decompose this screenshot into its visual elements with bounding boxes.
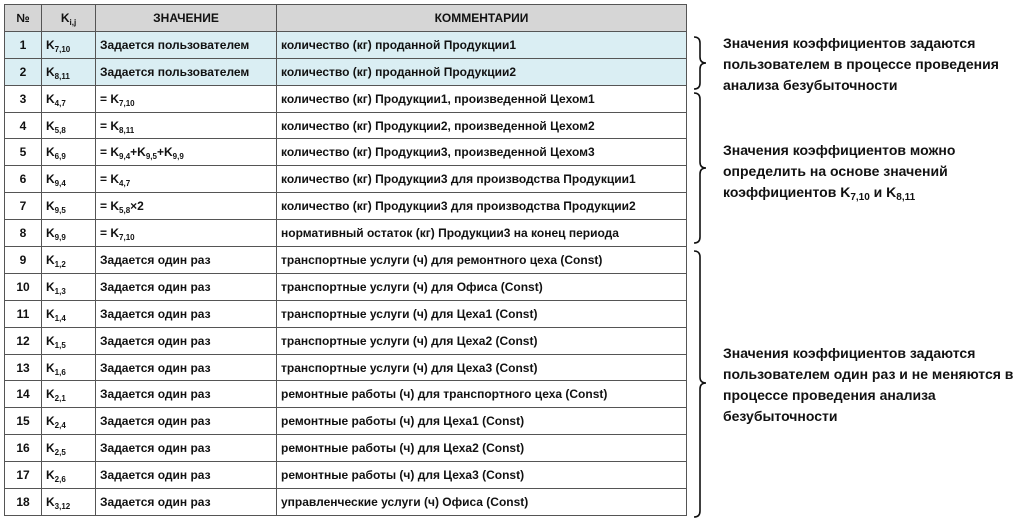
row-number: 6 (5, 166, 42, 193)
row-number: 10 (5, 273, 42, 300)
table-row (5, 193, 687, 220)
coefficient-cell: $K_{2,6}$ (42, 462, 96, 489)
comment-cell: ремонтные работы (ч) для транспортного цеха (Const) (277, 381, 687, 408)
value-cell: Задается один раз (96, 354, 277, 381)
row-number: 8 (5, 220, 42, 247)
value-cell: Задается пользователем (96, 58, 277, 85)
value-cell: = $K_{7,10}$ (96, 220, 277, 247)
row-number: 13 (5, 354, 42, 381)
comment-cell: количество (кг) Продукции1, произведенной Цехом1 (277, 85, 687, 112)
comment-cell: количество (кг) Продукции3 для производства Продукции1 (277, 166, 687, 193)
table-row (5, 31, 687, 58)
comment-cell: ремонтные работы (ч) для Цеха3 (Const) (277, 462, 687, 489)
comment-cell: управленческие услуги (ч) Офиса (Const) (277, 489, 687, 516)
table-row (5, 300, 687, 327)
coefficient-cell: $K_{8,11}$ (42, 58, 96, 85)
value-cell: Задается один раз (96, 327, 277, 354)
table-row (5, 435, 687, 462)
table-row (5, 327, 687, 354)
row-number: 9 (5, 247, 42, 274)
comment-cell: количество (кг) проданной Продукции1 (277, 31, 687, 58)
note-user-defined: Значения коэффициентов задаются пользователем в процессе проведения анализа безубыточности (723, 35, 999, 93)
coefficients-table (4, 4, 687, 516)
table-row (5, 112, 687, 139)
comment-cell: транспортные услуги (ч) для ремонтного цеха (Const) (277, 247, 687, 274)
value-cell: = $K_{4,7}$ (96, 166, 277, 193)
row-number: 15 (5, 408, 42, 435)
row-number: 18 (5, 489, 42, 516)
table-row (5, 220, 687, 247)
coefficient-cell: $K_{2,1}$ (42, 381, 96, 408)
table-row (5, 381, 687, 408)
value-cell: Задается один раз (96, 273, 277, 300)
value-cell: Задается один раз (96, 462, 277, 489)
value-cell: Задается пользователем (96, 31, 277, 58)
table-row (5, 166, 687, 193)
table-row (5, 247, 687, 274)
note-calculated: Значения коэффициентов можно определить на основе значений коэффициентов $K_{7,10}$ и $K_{8,11}$ (723, 142, 956, 203)
value-cell: Задается один раз (96, 408, 277, 435)
row-number: 1 (5, 31, 42, 58)
row-number: 2 (5, 58, 42, 85)
header-comment: КОММЕНТАРИИ (277, 5, 687, 32)
comment-cell: ремонтные работы (ч) для Цеха2 (Const) (277, 435, 687, 462)
brace-constant (692, 249, 708, 521)
table-row (5, 462, 687, 489)
table-row (5, 139, 687, 166)
header-number: № (5, 5, 42, 32)
comment-cell: ремонтные работы (ч) для Цеха1 (Const) (277, 408, 687, 435)
value-cell: = $K_{5,8}\times 2$ (96, 193, 277, 220)
value-cell: Задается один раз (96, 381, 277, 408)
coefficient-cell: $K_{4,7}$ (42, 85, 96, 112)
header-coefficient: $K_{i,j}$ (42, 5, 96, 32)
coefficient-cell: $K_{1,2}$ (42, 247, 96, 274)
table-row (5, 489, 687, 516)
coefficient-cell: $K_{9,4}$ (42, 166, 96, 193)
row-number: 7 (5, 193, 42, 220)
comment-cell: количество (кг) Продукции2, произведенной Цехом2 (277, 112, 687, 139)
value-cell: Задается один раз (96, 300, 277, 327)
coefficient-cell: $K_{2,5}$ (42, 435, 96, 462)
comment-cell: транспортные услуги (ч) для Цеха1 (Const) (277, 300, 687, 327)
header-row (5, 5, 687, 32)
comment-cell: нормативный остаток (кг) Продукции3 на конец периода (277, 220, 687, 247)
row-number: 16 (5, 435, 42, 462)
row-number: 5 (5, 139, 42, 166)
coefficient-cell: $K_{2,4}$ (42, 408, 96, 435)
table-row (5, 58, 687, 85)
coefficient-cell: $K_{9,5}$ (42, 193, 96, 220)
coefficient-cell: $K_{1,3}$ (42, 273, 96, 300)
comment-cell: количество (кг) Продукции3, произведенной Цехом3 (277, 139, 687, 166)
row-number: 14 (5, 381, 42, 408)
value-cell: = $K_{7,10}$ (96, 85, 277, 112)
coefficient-cell: $K_{6,9}$ (42, 139, 96, 166)
comment-cell: транспортные услуги (ч) для Офиса (Const) (277, 273, 687, 300)
row-number: 12 (5, 327, 42, 354)
comment-cell: транспортные услуги (ч) для Цеха2 (Const) (277, 327, 687, 354)
coefficient-cell: $K_{1,5}$ (42, 327, 96, 354)
table-row (5, 354, 687, 381)
coefficient-cell: $K_{5,8}$ (42, 112, 96, 139)
coefficient-cell: $K_{9,9}$ (42, 220, 96, 247)
table-row (5, 85, 687, 112)
value-cell: Задается один раз (96, 435, 277, 462)
row-number: 17 (5, 462, 42, 489)
brace-calculated (692, 91, 708, 245)
comment-cell: количество (кг) Продукции3 для производства Продукции2 (277, 193, 687, 220)
coefficient-cell: $K_{3,12}$ (42, 489, 96, 516)
coefficient-cell: $K_{7,10}$ (42, 31, 96, 58)
table-row (5, 273, 687, 300)
note-constant: Значения коэффициентов задаются пользователем один раз и не меняются в процессе проведения анализа безубыточности (723, 345, 1014, 424)
header-value: ЗНАЧЕНИЕ (96, 5, 277, 32)
value-cell: Задается один раз (96, 489, 277, 516)
row-number: 3 (5, 85, 42, 112)
value-cell: Задается один раз (96, 247, 277, 274)
row-number: 4 (5, 112, 42, 139)
value-cell: = $K_{8,11}$ (96, 112, 277, 139)
coefficient-cell: $K_{1,6}$ (42, 354, 96, 381)
value-cell: = $K_{9,4}+K_{9,5}+K_{9,9}$ (96, 139, 277, 166)
comment-cell: количество (кг) проданной Продукции2 (277, 58, 687, 85)
table-row (5, 408, 687, 435)
coefficient-cell: $K_{1,4}$ (42, 300, 96, 327)
row-number: 11 (5, 300, 42, 327)
comment-cell: транспортные услуги (ч) для Цеха3 (Const) (277, 354, 687, 381)
brace-user-defined (692, 35, 708, 91)
